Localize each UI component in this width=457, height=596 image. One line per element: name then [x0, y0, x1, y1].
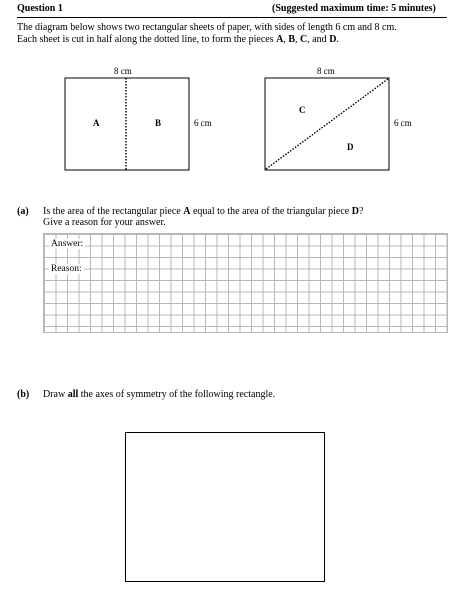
right-cut-line	[266, 79, 388, 169]
piece-a-label: A	[93, 118, 100, 128]
intro-line-1: The diagram below shows two rectangular sheets of paper, with sides of length 6 cm and 8 cm.	[17, 22, 397, 33]
answer-label: Answer:	[51, 239, 84, 249]
part-a-marker: (a)	[17, 206, 29, 217]
left-top-length-label: 8 cm	[114, 66, 132, 76]
left-side-length-label: 6 cm	[194, 118, 212, 128]
header-rule	[17, 17, 447, 18]
symmetry-rectangle[interactable]	[125, 432, 325, 582]
piece-d-label: D	[347, 142, 354, 152]
reason-label: Reason:	[51, 264, 82, 274]
part-b-marker: (b)	[17, 389, 30, 400]
part-a-question: Is the area of the rectangular piece A equal to the area of the triangular piece D?	[43, 206, 364, 217]
right-side-length-label: 6 cm	[394, 118, 412, 128]
part-a-instruction: Give a reason for your answer.	[43, 217, 166, 228]
part-b-question: Draw all the axes of symmetry of the following rectangle.	[43, 389, 276, 400]
right-sheet-diagram	[264, 77, 392, 173]
piece-c-label: C	[299, 105, 306, 115]
intro-line-2: Each sheet is cut in half along the dotted line, to form the pieces A, B, C, and D.	[17, 34, 339, 45]
left-sheet-diagram	[64, 77, 192, 173]
right-top-length-label: 8 cm	[317, 66, 335, 76]
suggested-time: (Suggested maximum time: 5 minutes)	[272, 3, 436, 14]
answer-grid[interactable]	[43, 233, 448, 333]
question-number: Question 1	[17, 3, 63, 14]
left-sheet-outline	[65, 78, 189, 170]
piece-b-label: B	[155, 118, 162, 128]
